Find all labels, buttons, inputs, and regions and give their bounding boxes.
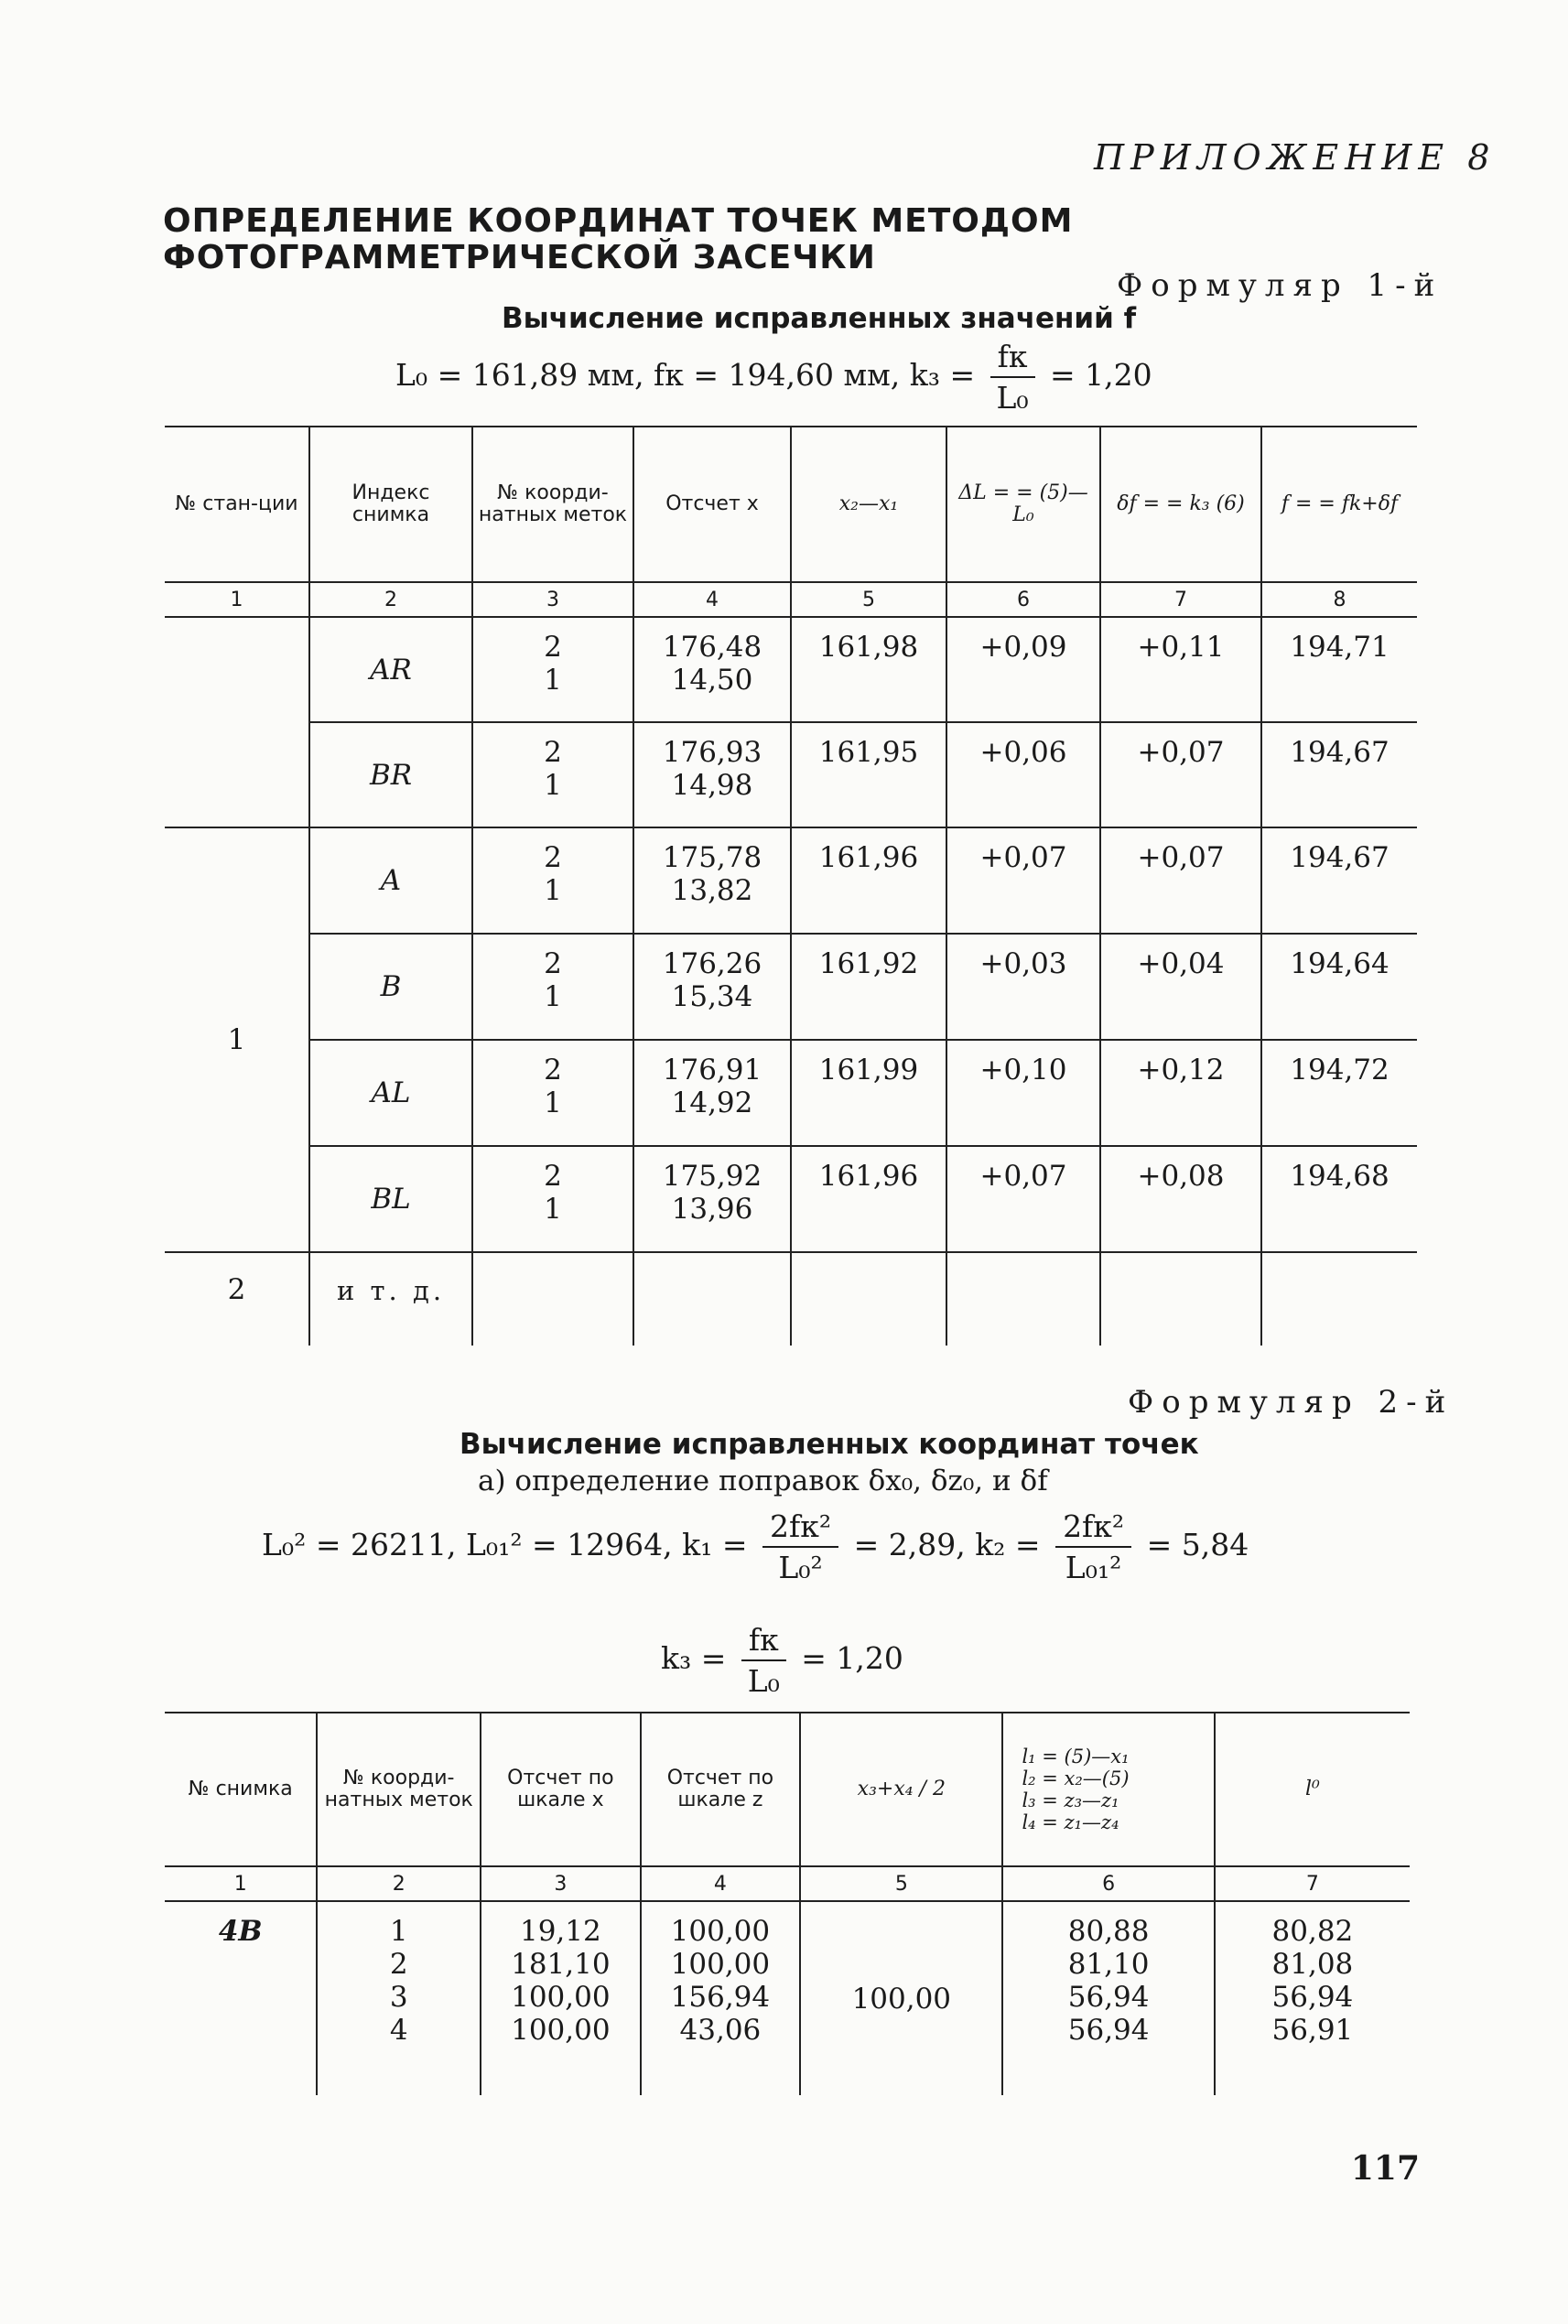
dl-cell: +0,07	[946, 1146, 1100, 1252]
formula-result: = 5,84	[1146, 1527, 1249, 1562]
dl-cell: +0,06	[946, 722, 1100, 827]
col-number: 6	[1002, 1866, 1214, 1901]
x-cell: 19,12 181,10 100,00 100,00	[481, 1901, 641, 2095]
empty-cell	[633, 1252, 791, 1346]
col-number: 5	[800, 1866, 1002, 1901]
f-cell: 194,71	[1290, 631, 1390, 664]
table-row	[165, 722, 1417, 827]
empty-cell	[791, 1252, 946, 1346]
table-row	[165, 617, 1417, 722]
index-cell: AL	[309, 1040, 472, 1146]
header-f: f = = fk+δf	[1281, 492, 1399, 515]
marks-cell: 2 1	[472, 1146, 633, 1252]
form1-subtitle: Вычисление исправленных значений f	[502, 302, 1137, 335]
readings-cell: 175,78 13,82	[633, 827, 791, 934]
col-number: 1	[165, 1866, 317, 1901]
form1-label: Формуляр 1-й	[1117, 267, 1444, 304]
f-cell: 194,68	[1290, 1160, 1390, 1193]
diff-cell: 161,96	[791, 1146, 946, 1252]
f-cell: 194,67	[1290, 736, 1390, 769]
page-heading: ОПРЕДЕЛЕНИЕ КООРДИНАТ ТОЧЕК МЕТОДОМ ФОТОГРАММЕТРИЧЕСКОЙ ЗАСЕЧКИ	[163, 202, 1074, 276]
form2-label: Формуляр 2-й	[1128, 1384, 1454, 1421]
index-cell: B	[309, 934, 472, 1040]
table-row	[165, 934, 1417, 1040]
header-marks: № коорди-натных меток	[472, 427, 633, 582]
station-cell: 1	[165, 827, 309, 1252]
readings-cell: 176,93 14,98	[633, 722, 791, 827]
fraction-denominator: L₀	[747, 1663, 780, 1699]
marks-cell: 1 2 3 4	[317, 1901, 481, 2095]
form1-formula	[395, 339, 1152, 416]
header-dl: ΔL = = (5)—L₀	[946, 427, 1100, 582]
col-number: 8	[1333, 588, 1346, 611]
col-number: 5	[791, 582, 946, 617]
page-number: 117	[1350, 2149, 1420, 2188]
diff-cell: 161,96	[791, 827, 946, 934]
marks-cell: 2 1	[472, 617, 633, 722]
form2-subnote: а) определение поправок δx₀, δz₀, и δf	[478, 1465, 1048, 1497]
table-row	[165, 827, 1417, 934]
table-header	[165, 1713, 1410, 1866]
col-number: 3	[472, 582, 633, 617]
fraction-denominator: L₀	[996, 380, 1029, 416]
l0-cell: 80,82 81,08 56,94 56,91	[1271, 1915, 1354, 2047]
dl-cell: +0,09	[946, 617, 1100, 722]
header-l: l₁ = (5)—x₁ l₂ = x₂—(5) l₃ = z₃—z₁ l₄ = z₁—z₄	[1002, 1713, 1214, 1866]
form2-formula	[262, 1508, 1249, 1585]
diff-cell: 161,92	[791, 934, 946, 1040]
df-cell: +0,12	[1100, 1040, 1261, 1146]
header-marks: № коорди-натных меток	[317, 1713, 481, 1866]
table-row	[165, 1146, 1417, 1252]
diff-cell: 161,95	[791, 722, 946, 827]
col-number: 4	[633, 582, 791, 617]
z-cell: 100,00 100,00 156,94 43,06	[641, 1901, 801, 2095]
col-number: 7	[1305, 1872, 1319, 1896]
station-cell: 2	[165, 1252, 309, 1346]
col-number: 3	[481, 1866, 641, 1901]
formula-result: = 1,20	[801, 1640, 903, 1676]
fraction	[762, 1508, 838, 1585]
df-cell: +0,11	[1100, 617, 1261, 722]
header-df: δf = = k₃ (6)	[1100, 427, 1261, 582]
header-image: № снимка	[165, 1713, 317, 1866]
header-station: № стан-ции	[165, 427, 309, 582]
f-cell: 194,67	[1290, 841, 1390, 874]
header-x: Отсчет по шкале x	[481, 1713, 641, 1866]
form2-k3-formula	[661, 1622, 903, 1699]
index-cell: BL	[309, 1146, 472, 1252]
formula-text: k₃ =	[661, 1640, 727, 1676]
marks-cell: 2 1	[472, 934, 633, 1040]
col-number: 6	[946, 582, 1100, 617]
table-row	[165, 1252, 1417, 1346]
appendix-label: ПРИЛОЖЕНИЕ 8	[1094, 137, 1497, 178]
f-cell: 194,64	[1290, 947, 1390, 980]
col-number: 7	[1100, 582, 1261, 617]
dl-cell: +0,07	[946, 827, 1100, 934]
f-cell: 194,72	[1290, 1054, 1390, 1086]
readings-cell: 176,26 15,34	[633, 934, 791, 1040]
form2-table	[165, 1712, 1410, 2095]
formula-text: = 2,89, k₂ =	[853, 1527, 1041, 1562]
df-cell: +0,07	[1100, 722, 1261, 827]
marks-cell: 2 1	[472, 827, 633, 934]
index-cell: AR	[309, 617, 472, 722]
fraction-numerator: fк	[990, 339, 1035, 378]
col-number: 2	[309, 582, 472, 617]
form2-subtitle: Вычисление исправленных координат точек	[460, 1428, 1199, 1461]
col-number: 1	[165, 582, 309, 617]
empty-cell	[1100, 1252, 1261, 1346]
fraction-numerator: 2fк²	[1055, 1508, 1131, 1548]
table-header	[165, 427, 1417, 582]
empty-cell	[1261, 1252, 1417, 1346]
header-l0: l⁰	[1304, 1778, 1320, 1800]
mid-cell: 100,00	[800, 1901, 1002, 2095]
index-cell: A	[309, 827, 472, 934]
form1-table	[165, 426, 1417, 1346]
fraction	[990, 339, 1035, 416]
fraction-numerator: 2fк²	[762, 1508, 838, 1548]
fraction-denominator: L₀²	[778, 1550, 823, 1585]
fraction	[1055, 1508, 1131, 1585]
df-cell: +0,07	[1100, 827, 1261, 934]
header-reading: Отсчет x	[633, 427, 791, 582]
col-number: 2	[317, 1866, 481, 1901]
column-number-row	[165, 1866, 1410, 1901]
column-number-row	[165, 582, 1417, 617]
empty-cell	[946, 1252, 1100, 1346]
fraction	[741, 1622, 786, 1699]
empty-cell	[472, 1252, 633, 1346]
header-z: Отсчет по шкале z	[641, 1713, 801, 1866]
header-mid: x₃+x₄ / 2	[800, 1713, 1002, 1866]
formula-result: = 1,20	[1050, 357, 1152, 393]
marks-cell: 2 1	[472, 1040, 633, 1146]
df-cell: +0,04	[1100, 934, 1261, 1040]
dl-cell: +0,10	[946, 1040, 1100, 1146]
image-cell: 4B	[165, 1901, 317, 2095]
marks-cell: 2 1	[472, 722, 633, 827]
dl-cell: +0,03	[946, 934, 1100, 1040]
header-diff: x₂—x₁	[791, 427, 946, 582]
readings-cell: 176,48 14,50	[633, 617, 791, 722]
formula-text: L₀ = 161,89 мм, fк = 194,60 мм, k₃ =	[395, 357, 976, 393]
fraction-denominator: L₀₁²	[1065, 1550, 1122, 1585]
diff-cell: 161,98	[791, 617, 946, 722]
diff-cell: 161,99	[791, 1040, 946, 1146]
col-number: 4	[641, 1866, 801, 1901]
formula-text: L₀² = 26211, L₀₁² = 12964, k₁ =	[262, 1527, 748, 1562]
df-cell: +0,08	[1100, 1146, 1261, 1252]
index-cell: и т. д.	[309, 1252, 472, 1346]
header-index: Индекс снимка	[309, 427, 472, 582]
fraction-numerator: fк	[741, 1622, 786, 1661]
station-cell	[165, 617, 309, 827]
table-row	[165, 1901, 1410, 2095]
l-cell: 80,88 81,10 56,94 56,94	[1002, 1901, 1214, 2095]
table-row	[165, 1040, 1417, 1146]
readings-cell: 176,91 14,92	[633, 1040, 791, 1146]
index-cell: BR	[309, 722, 472, 827]
readings-cell: 175,92 13,96	[633, 1146, 791, 1252]
